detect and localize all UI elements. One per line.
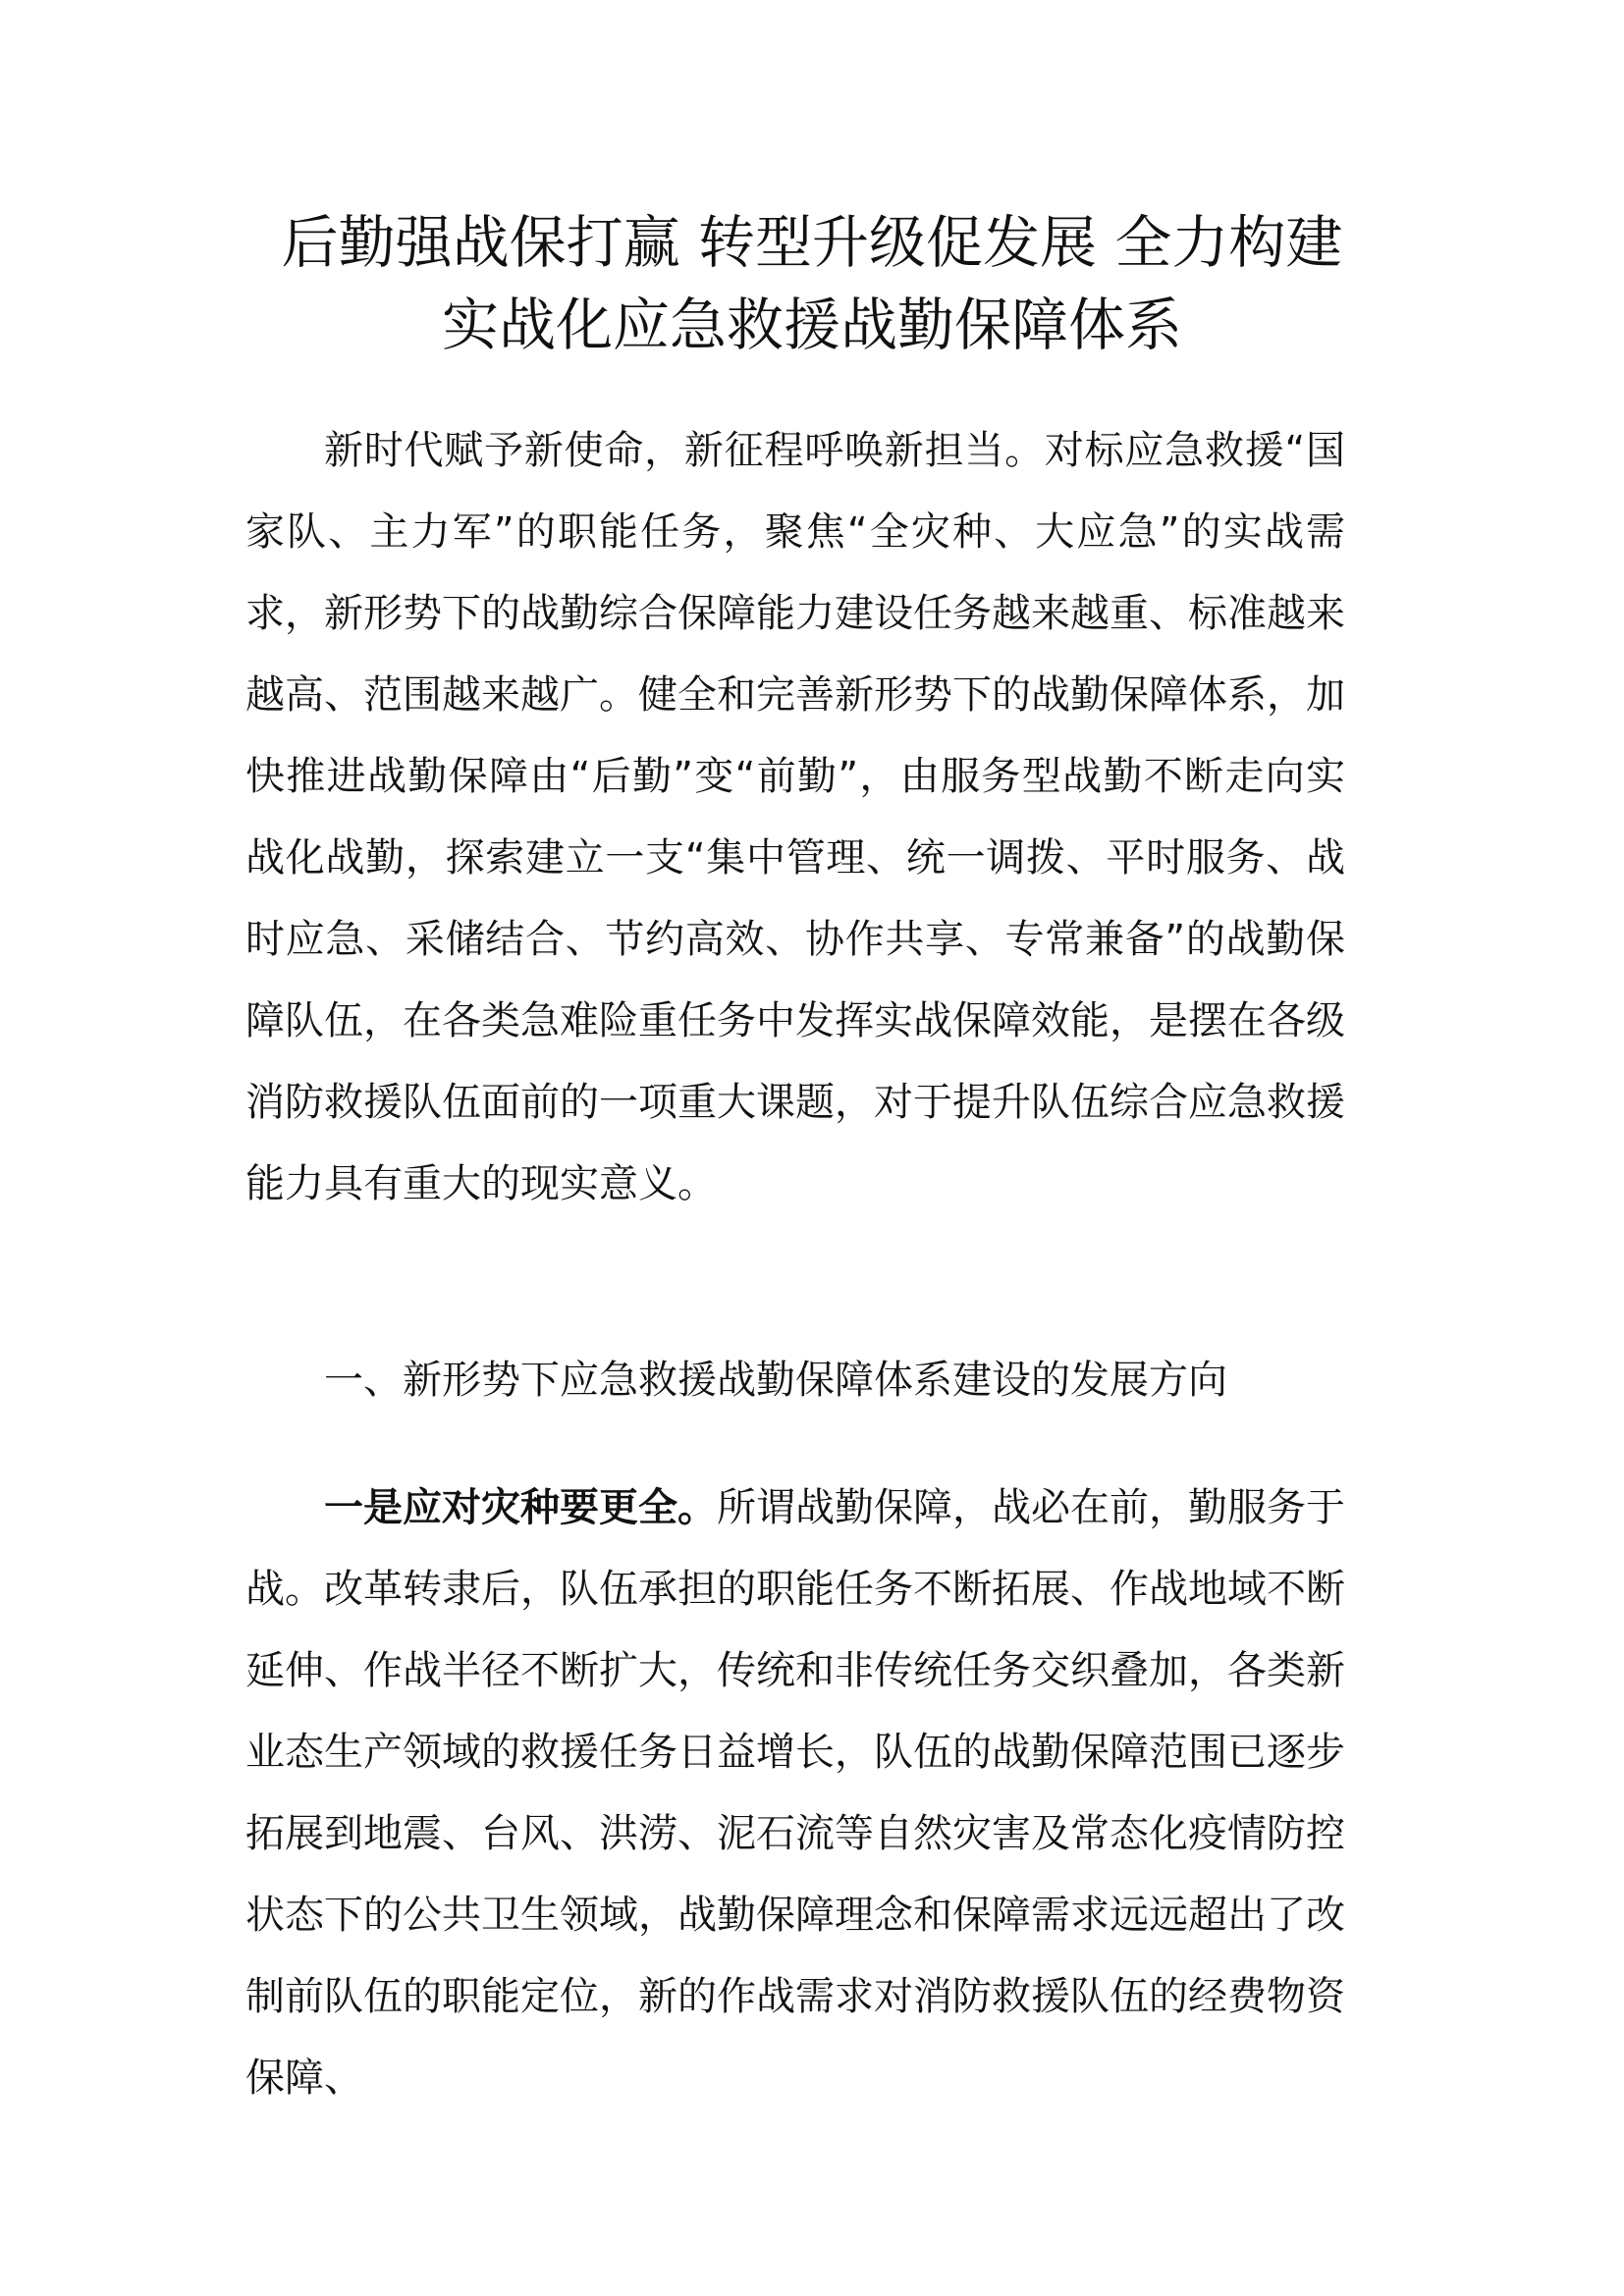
intro-paragraph: 新时代赋予新使命，新征程呼唤新担当。对标应急救援“国家队、主力军”的职能任务，聚焦“全灾种、大应急”的实战需求，新形势下的战勤综合保障能力建设任务越来越重、标准越来越高、范围越来越广。健全和完善新形势下的战勤保障体系，加快推进战勤保障由“后勤”变“前勤”，由服务型战勤不断走向实战化战勤，探索建立一支“集中管理、统一调拨、平时服务、战时应急、采储结合、节约高效、协作共享、专常兼备”的战勤保障队伍，在各类急难险重任务中发挥实战保障效能，是摆在各级消防救援队伍面前的一项重大课题，对于提升队伍综合应急救援能力具有重大的现实意义。 [245,428,1345,1206]
point-1-body: 所谓战勤保障，战必在前，勤服务于战。改革转隶后，队伍承担的职能任务不断拓展、作战地域不断延伸、作战半径不断扩大，传统和非传统任务交织叠加，各类新业态生产领域的救援任务日益增长，队伍的战勤保障范围已逐步拓展到地震、台风、洪涝、泥石流等自然灾害及常态化疫情防控状态下的公共卫生领域，战勤保障理念和保障需求远远超出了改制前队伍的职能定位，新的作战需求对消防救援队伍的经费物资保障、 [245,1485,1345,2101]
document-title [196,201,1428,366]
point-1-paragraph [245,1468,1345,2119]
section-heading: 一、新形势下应急救援战勤保障体系建设的发展方向 [324,1358,1227,1403]
title-line-2: 实战化应急救援战勤保障体系 [441,292,1182,358]
title-line-1: 后勤强战保打赢 转型升级促发展 全力构建 [281,209,1343,276]
point-1-lead: 一是应对灾种要更全。 [324,1485,717,1530]
